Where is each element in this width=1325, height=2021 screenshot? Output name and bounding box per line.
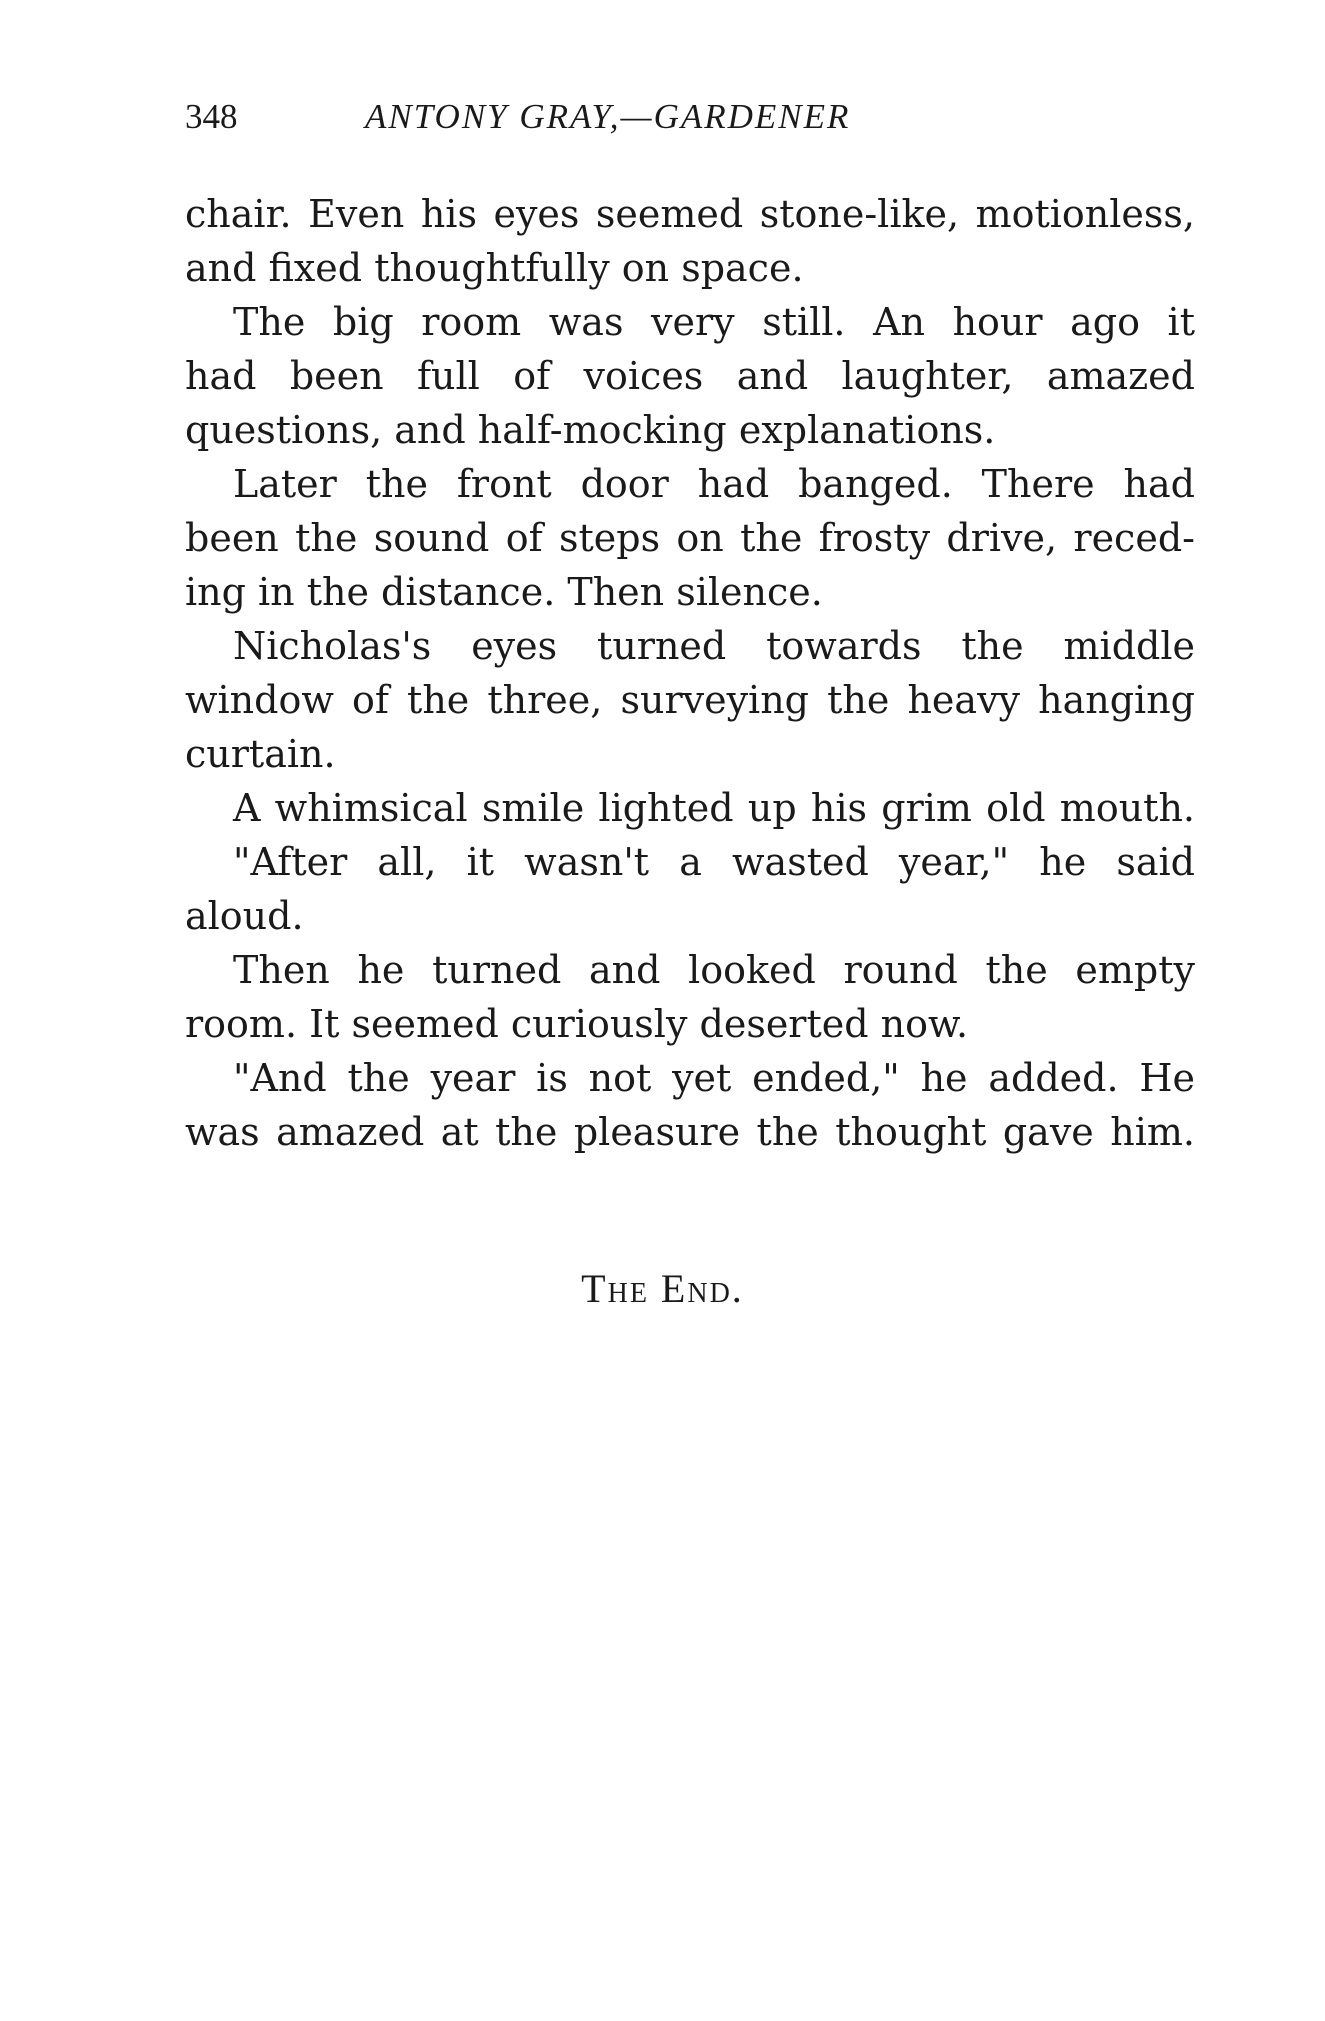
text-line: Nicholas's eyes turned towards the middle <box>233 624 1195 668</box>
text-line: was amazed at the pleasure the thought gave him. <box>185 1110 1195 1154</box>
text-line: been the sound of steps on the frosty drive, reced- <box>185 516 1195 560</box>
text-line: "And the year is not yet ended," he added. He <box>233 1056 1195 1100</box>
text-line: chair. Even his eyes seemed stone-like, motionless, <box>185 192 1195 236</box>
text-line: questions, and half-mocking explanations. <box>185 408 996 452</box>
text-line: window of the three, surveying the heavy hanging <box>185 678 1195 722</box>
text-line: curtain. <box>185 732 336 776</box>
text-line: aloud. <box>185 894 304 938</box>
text-line: "After all, it wasn't a wasted year," he said <box>233 840 1195 884</box>
page-number: 348 <box>185 97 238 136</box>
text-line: Later the front door had banged. There had <box>233 462 1195 506</box>
text-line: room. It seemed curiously deserted now. <box>185 1002 969 1046</box>
running-head <box>185 92 1025 142</box>
text-line: Then he turned and looked round the empty <box>233 948 1195 992</box>
text-line: A whimsical smile lighted up his grim old mouth. <box>233 786 1195 830</box>
running-title: ANTONY GRAY,—GARDENER <box>365 97 851 136</box>
text-line: ing in the distance. Then silence. <box>185 570 823 614</box>
text-line: The big room was very still. An hour ago it <box>233 300 1195 344</box>
text-line: had been full of voices and laughter, amazed <box>185 354 1195 398</box>
body-text <box>185 187 1195 1159</box>
the-end-heading: The End. <box>581 1266 744 1311</box>
text-line: and fixed thoughtfully on space. <box>185 246 804 290</box>
